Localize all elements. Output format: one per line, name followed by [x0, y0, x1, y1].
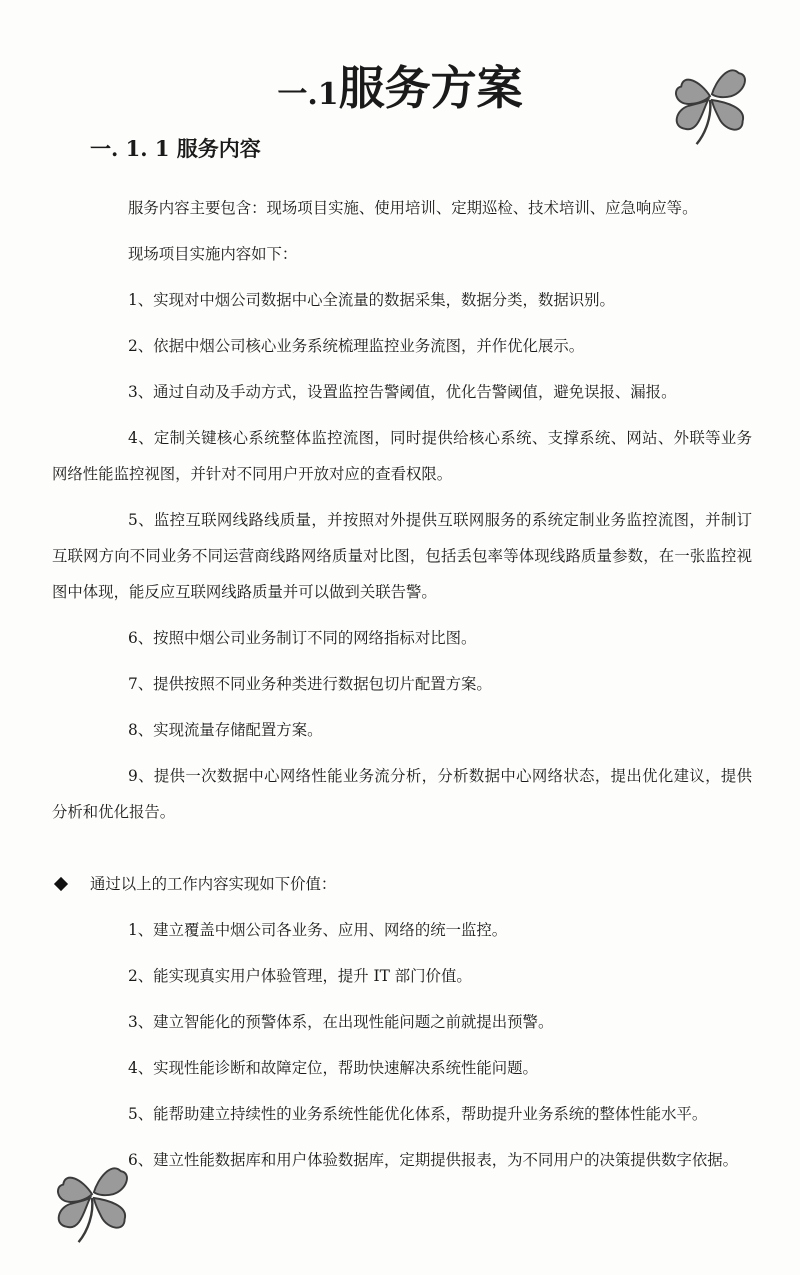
list-item: 1、建立覆盖中烟公司各业务、应用、网络的统一监控。: [128, 921, 508, 939]
list-item: 5、监控互联网线路线质量，并按照对外提供互联网服务的系统定制业务监控流图，并制订互联网方向不同业务不同运营商线路网络质量对比图，包括丢包率等体现线路质量参数，在一张监控视图中体现，能反应互联网线路质量并可以做到关联告警。: [52, 511, 752, 601]
four-leaf-clover-icon: [662, 52, 758, 148]
list-item: 1、实现对中烟公司数据中心全流量的数据采集，数据分类，数据识别。: [128, 291, 615, 309]
section-heading: 一. 1. 1 服务内容: [90, 136, 261, 161]
list-item: 6、建立性能数据库和用户体验数据库，定期提供报表，为不同用户的决策提供数字依据。: [128, 1151, 739, 1169]
spacer: [52, 840, 752, 866]
list-item: 8、实现流量存储配置方案。: [128, 721, 323, 739]
list-item: 3、建立智能化的预警体系，在出现性能问题之前就提出预警。: [128, 1013, 554, 1031]
document-body: [52, 190, 752, 1188]
value-intro: 通过以上的工作内容实现如下价值：: [90, 875, 337, 893]
list-item: 6、按照中烟公司业务制订不同的网络指标对比图。: [128, 629, 477, 647]
list-item: 4、定制关键核心系统整体监控流图，同时提供给核心系统、支撑系统、网站、外联等业务网络性能监控视图，并针对不同用户开放对应的查看权限。: [52, 429, 752, 483]
impl-intro: 现场项目实施内容如下：: [128, 245, 298, 263]
list-item: 2、依据中烟公司核心业务系统梳理监控业务流图，并作优化展示。: [128, 337, 585, 355]
list-item: 4、实现性能诊断和故障定位，帮助快速解决系统性能问题。: [128, 1059, 538, 1077]
value-intro-line: [52, 866, 752, 902]
list-item: 7、提供按照不同业务种类进行数据包切片配置方案。: [128, 675, 492, 693]
intro-paragraph: 服务内容主要包含：现场项目实施、使用培训、定期巡检、技术培训、应急响应等。: [128, 199, 698, 217]
title-text: 服务方案: [338, 61, 523, 115]
list-item: 2、能实现真实用户体验管理，提升 IT 部门价值。: [128, 967, 472, 985]
list-item: 5、能帮助建立持续性的业务系统性能优化体系，帮助提升业务系统的整体性能水平。: [128, 1105, 708, 1123]
title-number: 一.1: [277, 77, 339, 112]
list-item: 3、通过自动及手动方式，设置监控告警阈值，优化告警阈值，避免误报、漏报。: [128, 383, 677, 401]
value-list: [52, 912, 752, 1178]
four-leaf-clover-icon: [44, 1150, 140, 1246]
impl-list: [52, 282, 752, 830]
list-item: 9、提供一次数据中心网络性能业务流分析，分析数据中心网络状态，提出优化建议，提供分析和优化报告。: [52, 767, 752, 821]
diamond-bullet-icon: [54, 877, 68, 891]
